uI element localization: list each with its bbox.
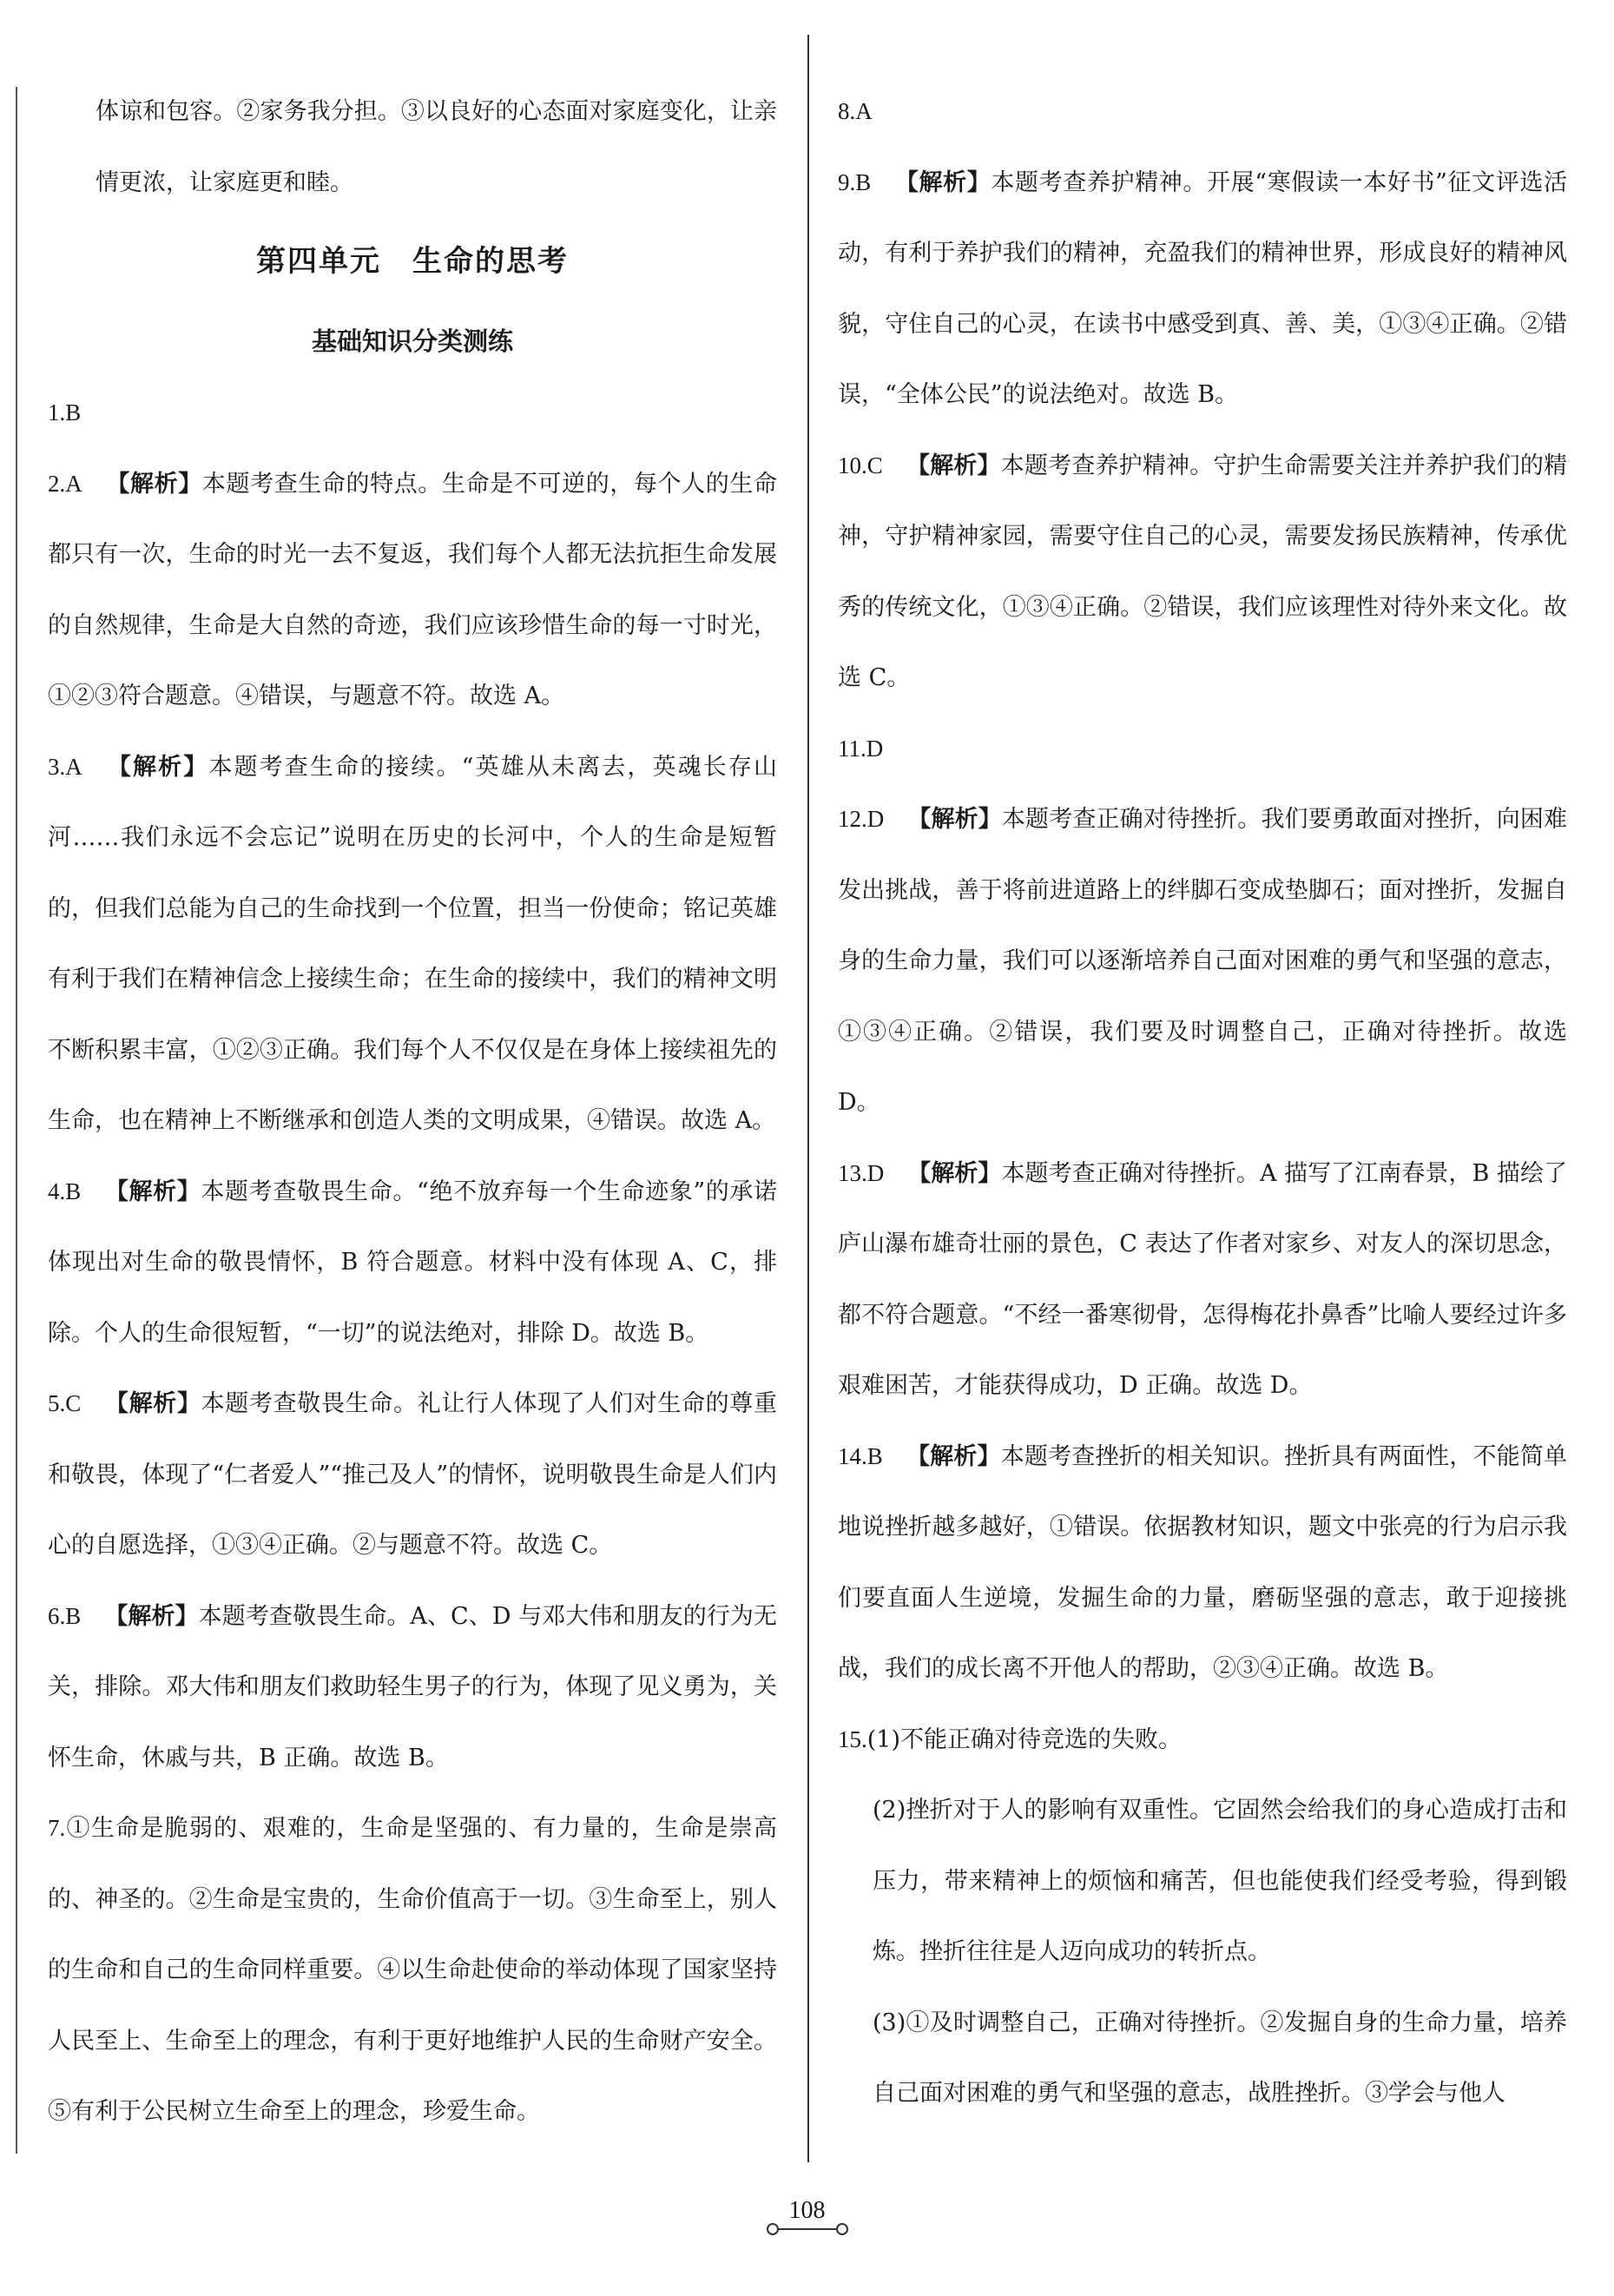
answer-choice: A — [65, 753, 82, 780]
right-column — [838, 76, 1567, 2129]
left-column — [48, 76, 777, 2148]
answer-choice: A — [855, 98, 873, 124]
answer-text: 本题考查敬畏生命。“绝不放弃每一个生命迹象”的承诺体现出对生命的敬畏情怀，B 符合题意。材料中没有体现 A、C，排除。个人的生命很短暂，“一切”的说法绝对，排除 D。故选 B。 — [48, 1178, 777, 1347]
answer-choice: B — [855, 168, 872, 195]
left-margin-rule — [16, 87, 17, 2154]
question-number: 6. — [48, 1602, 66, 1629]
question-number: 2. — [48, 470, 66, 497]
unit-title: 第四单元 生命的思考 — [256, 244, 569, 279]
answer-text: 本题考查正确对待挫折。A 描写了江南春景，B 描绘了庐山瀑布雄奇壮丽的景色，C 表达了作者对家乡、对友人的深切思念，都不符合题意。“不经一番寒彻骨，怎得梅花扑鼻香”比喻人要经过许多艰难困苦，才能获得成功，D 正确。故选 D。 — [838, 1159, 1568, 1399]
answer-choice: D — [866, 1159, 885, 1186]
question-number: 1. — [48, 399, 66, 426]
answer-text: 本题考查正确对待挫折。我们要勇敢面对挫折，向困难发出挑战，善于将前进道路上的绊脚石变成垫脚石；面对挫折，发掘自身的生命力量，我们可以逐渐培养自己面对困难的勇气和坚强的意志，①③④正确。②错误，我们要及时调整自己，正确对待挫折。故选 D。 — [838, 806, 1568, 1116]
question-number: 13. — [838, 1159, 867, 1186]
answer-item — [838, 148, 1567, 431]
analysis-tag: 【解析】 — [894, 168, 991, 196]
answer-item — [48, 378, 777, 449]
answer-text: 本题考查生命的接续。“英雄从未离去，英魂长存山河……我们永远不会忘记”说明在历史的长河中，个人的生命是短暂的，但我们总能为自己的生命找到一个位置，担当一份使命；铭记英雄有利于我们在精神信念上接续生命；在生命的接续中，我们的精神文明不断积累丰富，①②③正确。我们每个人不仅仅是在身体上接续祖先的生命，也在精神上不断继承和创造人类的文明成果，④错误。故选 A。 — [48, 753, 777, 1134]
question-number: 11. — [838, 735, 866, 762]
answer-choice: B — [65, 399, 82, 426]
analysis-tag: 【解析】 — [105, 470, 202, 498]
question-number: 7. — [48, 1815, 66, 1841]
answer-item — [838, 1422, 1567, 1705]
question-number: 14. — [838, 1442, 867, 1469]
answer-text: ①生命是脆弱的、艰难的，生命是坚强的、有力量的，生命是崇高的、神圣的。②生命是宝贵的，生命价值高于一切。③生命至上，别人的生命和自己的生命同样重要。④以生命赴使命的举动体现了国家坚持人民至上、生命至上的理念，有利于更好地维护人民的生命财产安全。⑤有利于公民树立生命至上的理念，珍爱生命。 — [48, 1815, 777, 2125]
answer-item — [838, 714, 1567, 785]
analysis-tag: 【解析】 — [104, 1178, 201, 1205]
q15-part: (3)①及时调整自己，正确对待挫折。②发掘自身的生命力量，培养自己面对困难的勇气和坚强的意志，战胜挫折。③学会与他人 — [873, 2009, 1567, 2107]
answer-item — [48, 449, 777, 732]
analysis-tag: 【解析】 — [906, 452, 1001, 479]
question-number: 12. — [838, 806, 867, 832]
analysis-tag: 【解析】 — [104, 1602, 199, 1630]
answer-choice: C — [65, 1390, 82, 1416]
answer-item — [838, 431, 1567, 714]
answer-choice: D — [866, 735, 884, 762]
answer-list-right — [838, 76, 1567, 1775]
answer-choice: B — [65, 1602, 82, 1629]
answer-choice: B — [65, 1178, 82, 1204]
answer-item — [838, 76, 1567, 148]
answer-choice: C — [866, 452, 883, 478]
answer-text: 本题考查敬畏生命。A、C、D 与邓大伟和朋友的行为无关，排除。邓大伟和朋友们救助轻生男子的行为，体现了见义勇为，关怀生命，休戚与共，B 正确。故选 B。 — [48, 1602, 777, 1771]
question-number: 9. — [838, 168, 856, 195]
answer-item — [48, 732, 777, 1157]
answer-text: 本题考查养护精神。开展“寒假读一本好书”征文评选活动，有利于养护我们的精神，充盈我们的精神世界，形成良好的精神风貌，守住自己的心灵，在读书中感受到真、善、美，①③④正确。②错误，“全体公民”的说法绝对。故选 B。 — [838, 168, 1567, 408]
question-number: 8. — [838, 98, 856, 124]
column-divider — [807, 35, 809, 2162]
answer-item — [48, 1581, 777, 1794]
analysis-tag: 【解析】 — [907, 806, 1002, 833]
answer-list-left — [48, 378, 777, 2148]
question-number: 3. — [48, 753, 66, 780]
section-title: 基础知识分类测练 — [311, 327, 513, 356]
q15-part: (2)挫折对于人的影响有双重性。它固然会给我们的身心造成打击和压力，带来精神上的烦恼和痛苦，但也能使我们经受考验，得到锻炼。挫折往往是人迈向成功的转折点。 — [873, 1797, 1567, 1965]
answer-item — [838, 1705, 1567, 1776]
page-number: 108 — [788, 2197, 826, 2224]
analysis-tag: 【解析】 — [907, 1159, 1002, 1187]
answer-item — [838, 1138, 1567, 1422]
question-number: 5. — [48, 1390, 66, 1416]
answer-item — [48, 1369, 777, 1581]
answer-text: 本题考查养护精神。守护生命需要关注并养护我们的精神，守护精神家园，需要守住自己的心灵，需要发扬民族精神，传承优秀的传统文化，①③④正确。②错误，我们应该理性对待外来文化。故选 C。 — [838, 452, 1568, 691]
question-number: 15. — [838, 1725, 867, 1752]
answer-choice: A — [65, 470, 82, 497]
answer-text: 本题考查生命的特点。生命是不可逆的，每个人的生命都只有一次，生命的时光一去不复返，我们每个人都无法抗拒生命发展的自然规律，生命是大自然的奇迹，我们应该珍惜生命的每一寸时光，①②③符合题意。④错误，与题意不符。故选 A。 — [48, 470, 778, 709]
question-number: 4. — [48, 1178, 66, 1204]
answer-text: 本题考查敬畏生命。礼让行人体现了人们对生命的尊重和敬畏，体现了“仁者爱人”“推己及人”的情怀，说明敬畏生命是人们内心的自愿选择，①③④正确。②与题意不符。故选 C。 — [48, 1390, 778, 1559]
page-number-ornament — [764, 2216, 851, 2242]
analysis-tag: 【解析】 — [104, 1390, 201, 1417]
intro-text: 体谅和包容。②家务我分担。③以良好的心态面对家庭变化，让亲情更浓，让家庭更和睦。 — [96, 98, 777, 196]
analysis-tag: 【解析】 — [105, 753, 209, 781]
answer-item — [48, 1157, 777, 1369]
answer-item — [48, 1793, 777, 2148]
answer-item — [838, 784, 1567, 1138]
answer-text: (1)不能正确对待竞选的失败。 — [866, 1725, 1182, 1753]
question-number: 10. — [838, 452, 867, 478]
q15-parts — [838, 1775, 1567, 2129]
analysis-tag: 【解析】 — [906, 1442, 1001, 1470]
answer-choice: B — [866, 1442, 883, 1469]
answer-text: 本题考查挫折的相关知识。挫折具有两面性，不能简单地说挫折越多越好，①错误。依据教材知识，题文中张亮的行为启示我们要直面人生逆境，发掘生命的力量，磨砺坚强的意志，敢于迎接挑战，我们的成长离不开他人的帮助，②③④正确。故选 B。 — [838, 1442, 1568, 1682]
answer-choice: D — [866, 806, 885, 832]
